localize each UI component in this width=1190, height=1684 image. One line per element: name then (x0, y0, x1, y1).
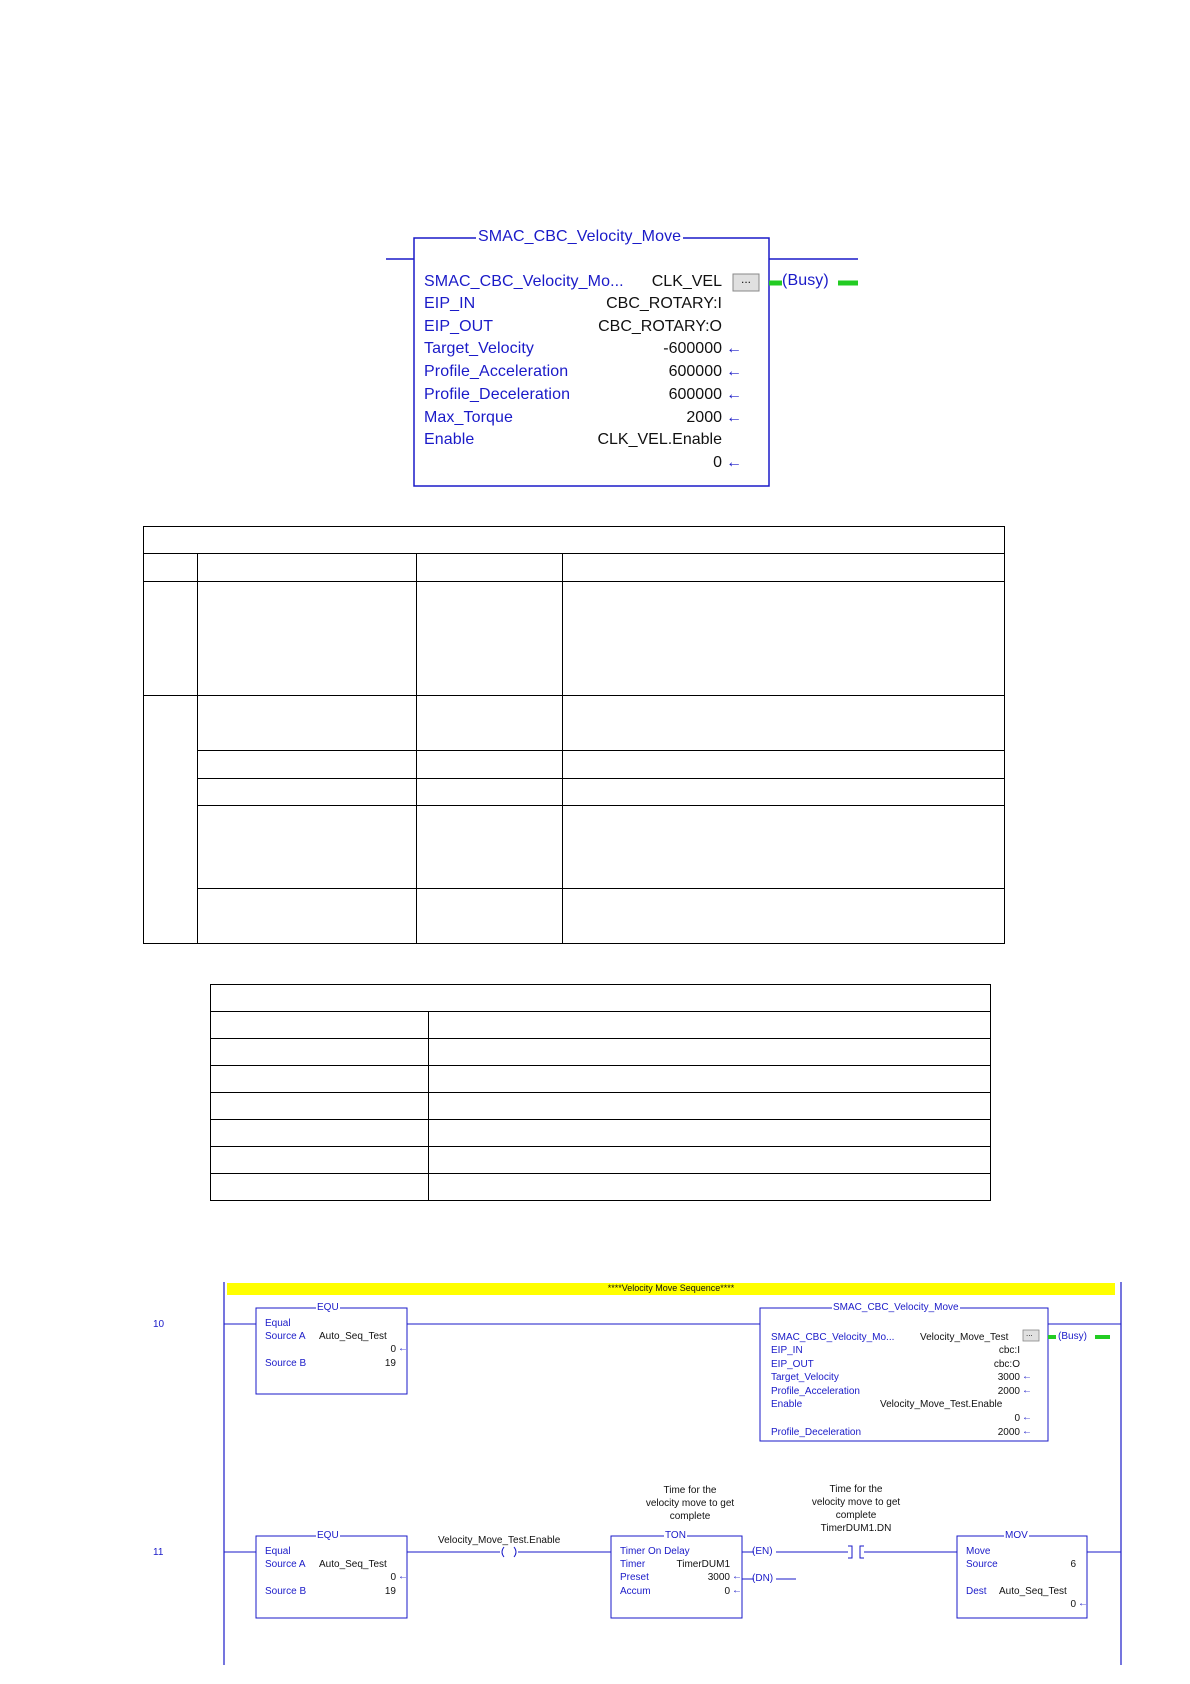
move-block-enable-value: Velocity_Move_Test.Enable (880, 1399, 1003, 1410)
block-frame (0, 0, 1190, 500)
mov-name: Move (966, 1546, 991, 1557)
param-enable-state-value: 0 (713, 454, 722, 471)
move-block-profile-deceleration-value: 2000 (997, 1427, 1020, 1438)
arrow-icon: ← (398, 1571, 408, 1582)
arrow-icon: ← (1022, 1412, 1032, 1423)
move-block-enable-label: Enable (771, 1399, 803, 1410)
arrow-icon: ← (1022, 1385, 1032, 1396)
table-cell (563, 779, 1005, 806)
param-target-velocity-value: -600000 (663, 340, 722, 357)
equ-source-b-label: Source B (265, 1358, 307, 1369)
move-block-eip-out-label: EIP_OUT (771, 1359, 814, 1370)
param-enable-value: CLK_VEL.Enable (597, 431, 722, 448)
move-block-profile-acceleration-label: Profile_Acceleration (771, 1386, 860, 1397)
arrow-icon: ← (1022, 1371, 1032, 1382)
move-block-eip-in-label: EIP_IN (771, 1345, 803, 1356)
equ-title: EQU (317, 1302, 339, 1313)
param-eip-out-label: EIP_OUT (424, 318, 494, 335)
xic-comment: Time for the velocity move to get complete (811, 1484, 901, 1521)
param-eip-in-label: EIP_IN (424, 295, 476, 312)
move-block-eip-out-value: cbc:O (993, 1359, 1020, 1370)
table-header-row (211, 985, 991, 1012)
table-cell (144, 554, 198, 582)
second-table (210, 984, 991, 1201)
busy-coil: (Busy) (782, 272, 829, 289)
rung-number: 11 (153, 1547, 164, 1558)
arrow-icon: ← (726, 363, 742, 380)
param-target-velocity-label: Target_Velocity (424, 340, 535, 357)
ton-title: TON (665, 1530, 686, 1541)
table-cell (429, 1093, 991, 1120)
equ-source-b-label: Source B (265, 1586, 307, 1597)
table-cell (563, 582, 1005, 696)
table-cell (429, 1039, 991, 1066)
browse-button[interactable]: ... (1026, 1329, 1033, 1338)
mov-source-label: Source (966, 1559, 998, 1570)
ton-dn-output: (DN) (752, 1573, 774, 1584)
table-cell (198, 554, 417, 582)
table-cell (417, 696, 563, 751)
ton-accum-label: Accum (620, 1586, 651, 1597)
ton-preset-value: 3000 (707, 1572, 730, 1583)
arrow-icon: ← (1022, 1426, 1032, 1437)
table-cell (198, 779, 417, 806)
table-header-row (144, 527, 1005, 554)
ton-timer-label: Timer (620, 1559, 646, 1570)
ton-timer-value: TimerDUM1 (676, 1559, 730, 1570)
busy-coil: (Busy) (1058, 1331, 1087, 1342)
table-cell (417, 889, 563, 944)
move-block-enable-state: 0 (1014, 1413, 1020, 1424)
table-cell (211, 1147, 429, 1174)
ton-comment: Time for the velocity move to get complete (645, 1485, 735, 1522)
table-cell (211, 1012, 429, 1039)
arrow-icon: ← (726, 454, 742, 471)
table-cell (563, 751, 1005, 779)
table-cell (198, 751, 417, 779)
param-profile-acceleration-value: 600000 (668, 363, 722, 380)
ton-en-output: (EN) (752, 1546, 773, 1557)
arrow-icon: ← (1078, 1598, 1088, 1609)
equ-source-b-value: 19 (384, 1586, 396, 1597)
table-cell (144, 696, 198, 944)
equ-name: Equal (265, 1546, 291, 1557)
table-cell (198, 696, 417, 751)
equ-source-a-value: 0 (390, 1344, 396, 1355)
ton-preset-label: Preset (620, 1572, 649, 1583)
block-title: SMAC_CBC_Velocity_Move (478, 228, 682, 245)
table-cell (563, 889, 1005, 944)
param-eip-in-value: CBC_ROTARY:I (606, 295, 722, 312)
table-cell (429, 1147, 991, 1174)
table-cell (563, 806, 1005, 889)
arrow-icon: ← (726, 409, 742, 426)
move-block-instance-value: Velocity_Move_Test (920, 1332, 1009, 1343)
table-cell (563, 554, 1005, 582)
equ-source-b-value: 19 (384, 1358, 396, 1369)
arrow-icon: ← (732, 1585, 742, 1596)
table-cell (563, 696, 1005, 751)
table-cell (211, 1120, 429, 1147)
table-cell (429, 1066, 991, 1093)
param-max-torque-label: Max_Torque (424, 409, 514, 426)
rung-comment-header: ****Velocity Move Sequence**** (607, 1283, 735, 1293)
arrow-icon: ← (732, 1571, 742, 1582)
ton-name: Timer On Delay (620, 1546, 690, 1557)
coil-tag: Velocity_Move_Test.Enable (438, 1535, 561, 1546)
table-cell (429, 1012, 991, 1039)
parameter-table (143, 526, 1005, 944)
table-cell (417, 582, 563, 696)
param-profile-acceleration-label: Profile_Acceleration (424, 363, 569, 380)
arrow-icon: ← (726, 386, 742, 403)
velocity-move-block-large (0, 0, 1190, 500)
arrow-icon: ← (726, 340, 742, 357)
param-profile-deceleration-value: 600000 (668, 386, 722, 403)
ladder-diagram (0, 1270, 1190, 1684)
table-cell (417, 806, 563, 889)
table-cell (211, 1039, 429, 1066)
ladder-lines (0, 1270, 1190, 1684)
equ-source-a-label: Source A (265, 1559, 306, 1570)
param-profile-deceleration-label: Profile_Deceleration (424, 386, 571, 403)
arrow-icon: ← (398, 1343, 408, 1354)
table-cell (417, 554, 563, 582)
table-cell (198, 889, 417, 944)
table-cell (429, 1174, 991, 1201)
browse-button[interactable]: ... (740, 272, 751, 286)
move-block-instance-label: SMAC_CBC_Velocity_Mo... (771, 1332, 895, 1343)
mov-dest-value: 0 (1070, 1599, 1076, 1610)
mov-source-value: 6 (1070, 1559, 1076, 1570)
move-block-eip-in-value: cbc:I (998, 1345, 1020, 1356)
equ-title: EQU (317, 1530, 339, 1541)
equ-source-a-label: Source A (265, 1331, 306, 1342)
rung-number: 10 (153, 1319, 165, 1330)
table-cell (144, 582, 198, 696)
xic-tag: TimerDUM1.DN (820, 1523, 892, 1534)
table-cell (211, 1174, 429, 1201)
table-cell (429, 1120, 991, 1147)
param-max-torque-value: 2000 (686, 409, 722, 426)
param-instance-label: SMAC_CBC_Velocity_Mo... (424, 273, 624, 290)
mov-title: MOV (1005, 1530, 1028, 1541)
move-block-profile-acceleration-value: 2000 (997, 1386, 1020, 1397)
param-enable-label: Enable (424, 431, 475, 448)
table-cell (417, 751, 563, 779)
table-cell (211, 1093, 429, 1120)
equ-source-a-tag: Auto_Seq_Test (319, 1559, 387, 1570)
param-eip-out-value: CBC_ROTARY:O (598, 318, 722, 335)
equ-source-a-tag: Auto_Seq_Test (319, 1331, 387, 1342)
equ-source-a-value: 0 (390, 1572, 396, 1583)
equ-name: Equal (265, 1318, 291, 1329)
move-block-target-velocity-label: Target_Velocity (771, 1372, 839, 1383)
move-block-target-velocity-value: 3000 (997, 1372, 1020, 1383)
table-cell (198, 806, 417, 889)
table-cell (211, 1066, 429, 1093)
move-block-title: SMAC_CBC_Velocity_Move (833, 1302, 959, 1313)
table-cell (198, 582, 417, 696)
ton-accum-value: 0 (724, 1586, 730, 1597)
mov-dest-tag: Auto_Seq_Test (999, 1586, 1067, 1597)
move-block-profile-deceleration-label: Profile_Deceleration (771, 1427, 862, 1438)
param-instance-value: CLK_VEL (651, 273, 722, 290)
table-cell (417, 779, 563, 806)
mov-dest-label: Dest (966, 1586, 987, 1597)
